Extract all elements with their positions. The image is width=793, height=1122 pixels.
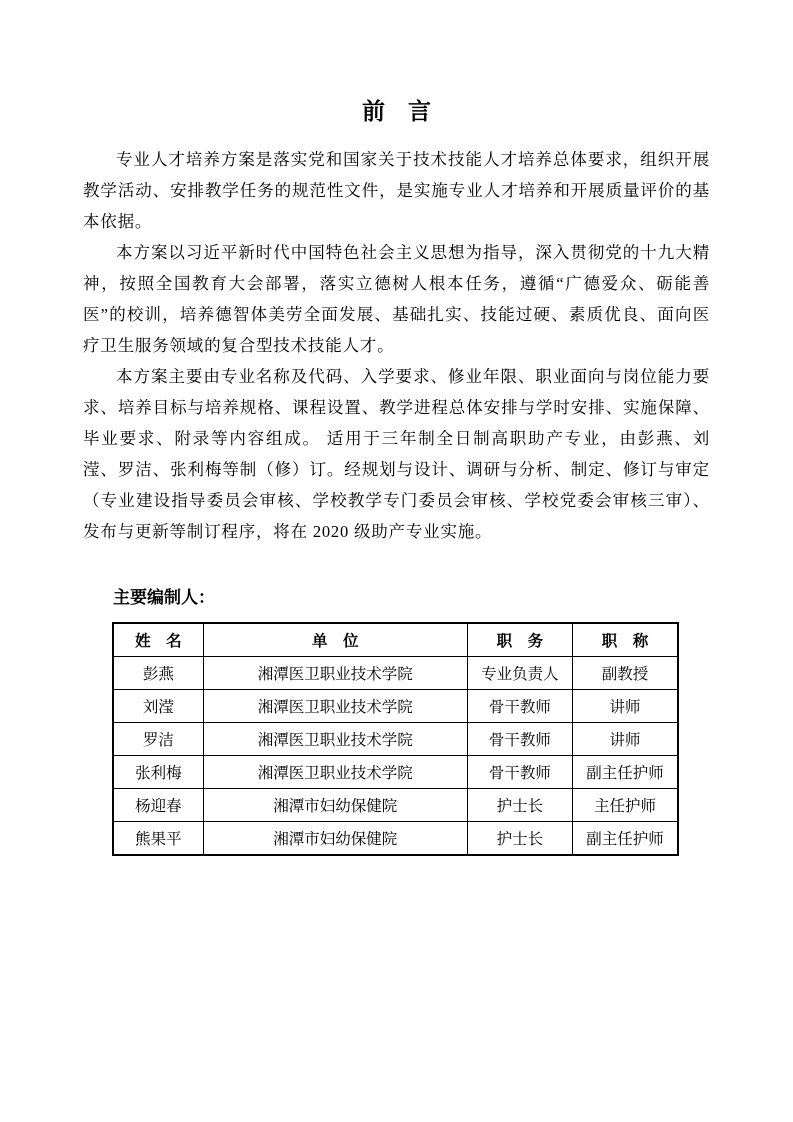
table-row	[113, 822, 678, 856]
table-cell: 讲师	[573, 690, 678, 723]
table-cell: 湘潭市妇幼保健院	[203, 789, 467, 822]
table-cell: 熊果平	[113, 822, 203, 856]
table-cell: 张利梅	[113, 756, 203, 789]
table-cell: 护士长	[467, 822, 572, 856]
table-header-cell: 职 称	[573, 623, 678, 657]
editors-table-body	[113, 657, 678, 856]
table-cell: 杨迎春	[113, 789, 203, 822]
table-row	[113, 789, 678, 822]
editors-table	[112, 622, 679, 856]
table-header-cell: 姓 名	[113, 623, 203, 657]
table-cell: 罗洁	[113, 723, 203, 756]
editors-label: 主要编制人：	[113, 588, 215, 607]
table-cell: 湘潭医卫职业技术学院	[203, 657, 467, 690]
editors-table-header-row	[113, 623, 678, 657]
table-row	[113, 657, 678, 690]
table-cell: 护士长	[467, 789, 572, 822]
table-cell: 讲师	[573, 723, 678, 756]
table-cell: 刘滢	[113, 690, 203, 723]
table-cell: 专业负责人	[467, 657, 572, 690]
table-cell: 主任护师	[573, 789, 678, 822]
preface-paragraph: 本方案以习近平新时代中国特色社会主义思想为指导，深入贯彻党的十九大精神，按照全国教育大会部署，落实立德树人根本任务，遵循“广德爱众、砺能善医”的校训，培养德智体美劳全面发展、基础扎实、技能过硬、素质优良、面向医疗卫生服务领域的复合型技术技能人才。	[83, 243, 710, 355]
table-row	[113, 723, 678, 756]
table-cell: 湘潭医卫职业技术学院	[203, 756, 467, 789]
preface-paragraph: 本方案主要由专业名称及代码、入学要求、修业年限、职业面向与岗位能力要求、培养目标与培养规格、课程设置、教学进程总体安排与学时安排、实施保障、毕业要求、附录等内容组成。 适用于三年制全日制高职助产专业，由彭燕、刘滢、罗洁、张利梅等制（修）订。经规划与设计、调研与分析、制定、修订与审定（专业建设指导委员会审核、学校教学专门委员会审核、学校党委会审核三审）、发布与更新等制订程序，将在 2020 级助产专业实施。	[83, 367, 710, 541]
table-header-cell: 职 务	[467, 623, 572, 657]
table-row	[113, 690, 678, 723]
preface-paragraphs	[83, 144, 710, 547]
table-cell: 骨干教师	[467, 723, 572, 756]
table-cell: 副主任护师	[573, 756, 678, 789]
table-cell: 彭燕	[113, 657, 203, 690]
table-cell: 骨干教师	[467, 756, 572, 789]
table-row	[113, 756, 678, 789]
table-cell: 副主任护师	[573, 822, 678, 856]
table-cell: 湘潭市妇幼保健院	[203, 822, 467, 856]
table-cell: 副教授	[573, 657, 678, 690]
table-cell: 湘潭医卫职业技术学院	[203, 723, 467, 756]
table-cell: 骨干教师	[467, 690, 572, 723]
table-header-cell: 单 位	[203, 623, 467, 657]
page-title: 前 言	[362, 98, 431, 124]
table-cell: 湘潭医卫职业技术学院	[203, 690, 467, 723]
preface-paragraph: 专业人才培养方案是落实党和国家关于技术技能人才培养总体要求，组织开展教学活动、安排教学任务的规范性文件，是实施专业人才培养和开展质量评价的基本依据。	[83, 150, 710, 231]
